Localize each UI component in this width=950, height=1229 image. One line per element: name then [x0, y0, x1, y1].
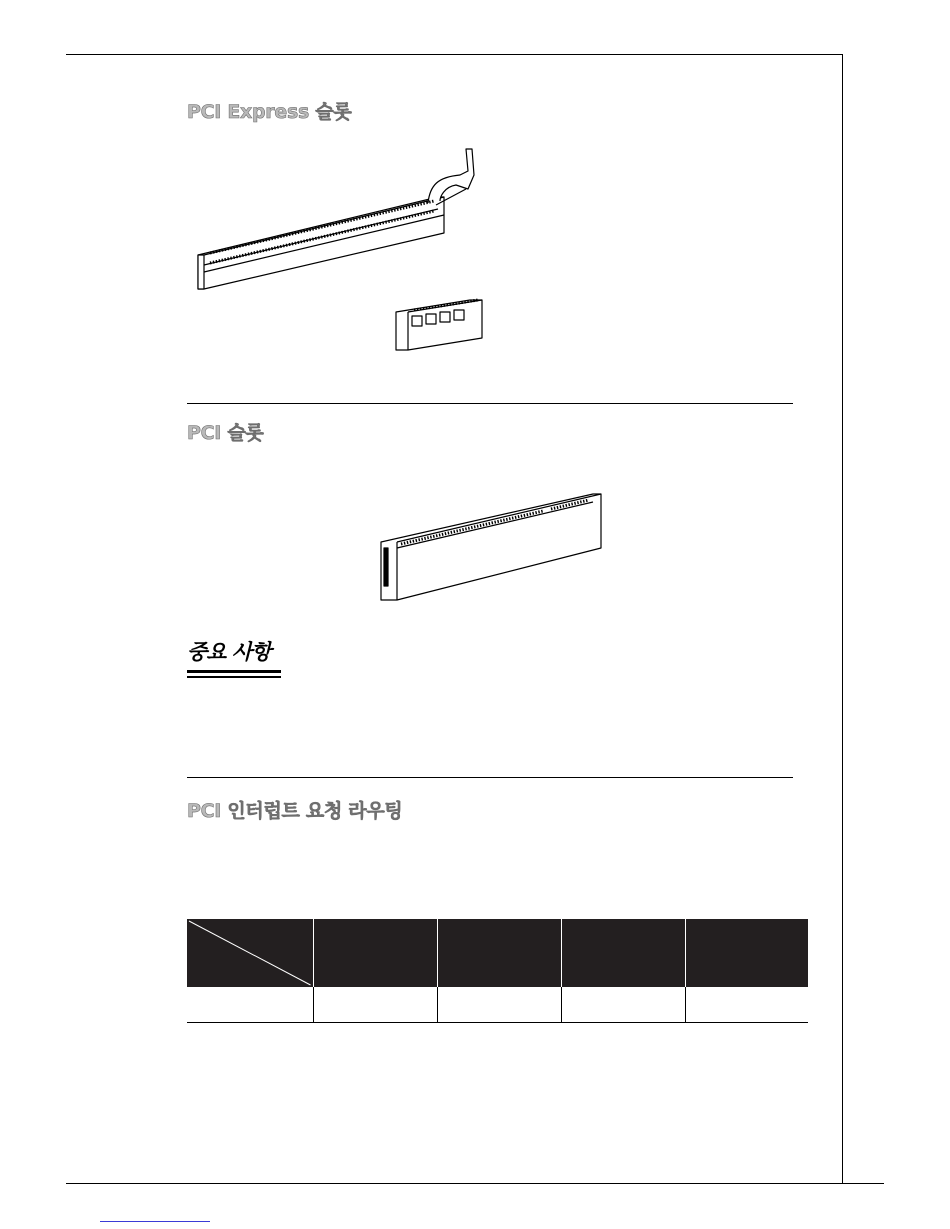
- pci-slot-illustration: [375, 488, 607, 604]
- pcie-x1-slot-illustration: [392, 294, 488, 354]
- note-underline-thick: [187, 670, 281, 673]
- pci-heading: PCI 슬롯: [187, 422, 264, 444]
- table-header-cell: [685, 919, 808, 987]
- table-cell: [437, 987, 561, 1023]
- table-header-cell: [561, 919, 685, 987]
- footer-link-underline[interactable]: [100, 1221, 210, 1222]
- irq-routing-table: [187, 919, 808, 1023]
- corner-diagonal-line: [187, 919, 313, 987]
- table-row: [187, 987, 808, 1023]
- right-margin-rule: [842, 54, 843, 1184]
- pcie-x16-slot-illustration: [190, 145, 490, 295]
- table-cell: [685, 987, 808, 1023]
- table-cell: [561, 987, 685, 1023]
- table-header-row: [187, 919, 808, 987]
- pcie-heading: PCI Express 슬롯: [187, 101, 352, 123]
- table-header-cell: [437, 919, 561, 987]
- irq-section-divider: [187, 777, 793, 778]
- table-cell: [187, 987, 313, 1023]
- note-underline-thin: [187, 676, 281, 678]
- top-rule: [66, 54, 843, 55]
- irq-heading: PCI 인터럽트 요청 라우팅: [187, 800, 403, 822]
- table-corner-cell: [187, 919, 313, 987]
- table-cell: [313, 987, 437, 1023]
- pci-section-divider: [187, 403, 793, 404]
- bottom-rule: [66, 1183, 884, 1184]
- note-heading: 중요 사항: [187, 640, 271, 664]
- table-header-cell: [313, 919, 437, 987]
